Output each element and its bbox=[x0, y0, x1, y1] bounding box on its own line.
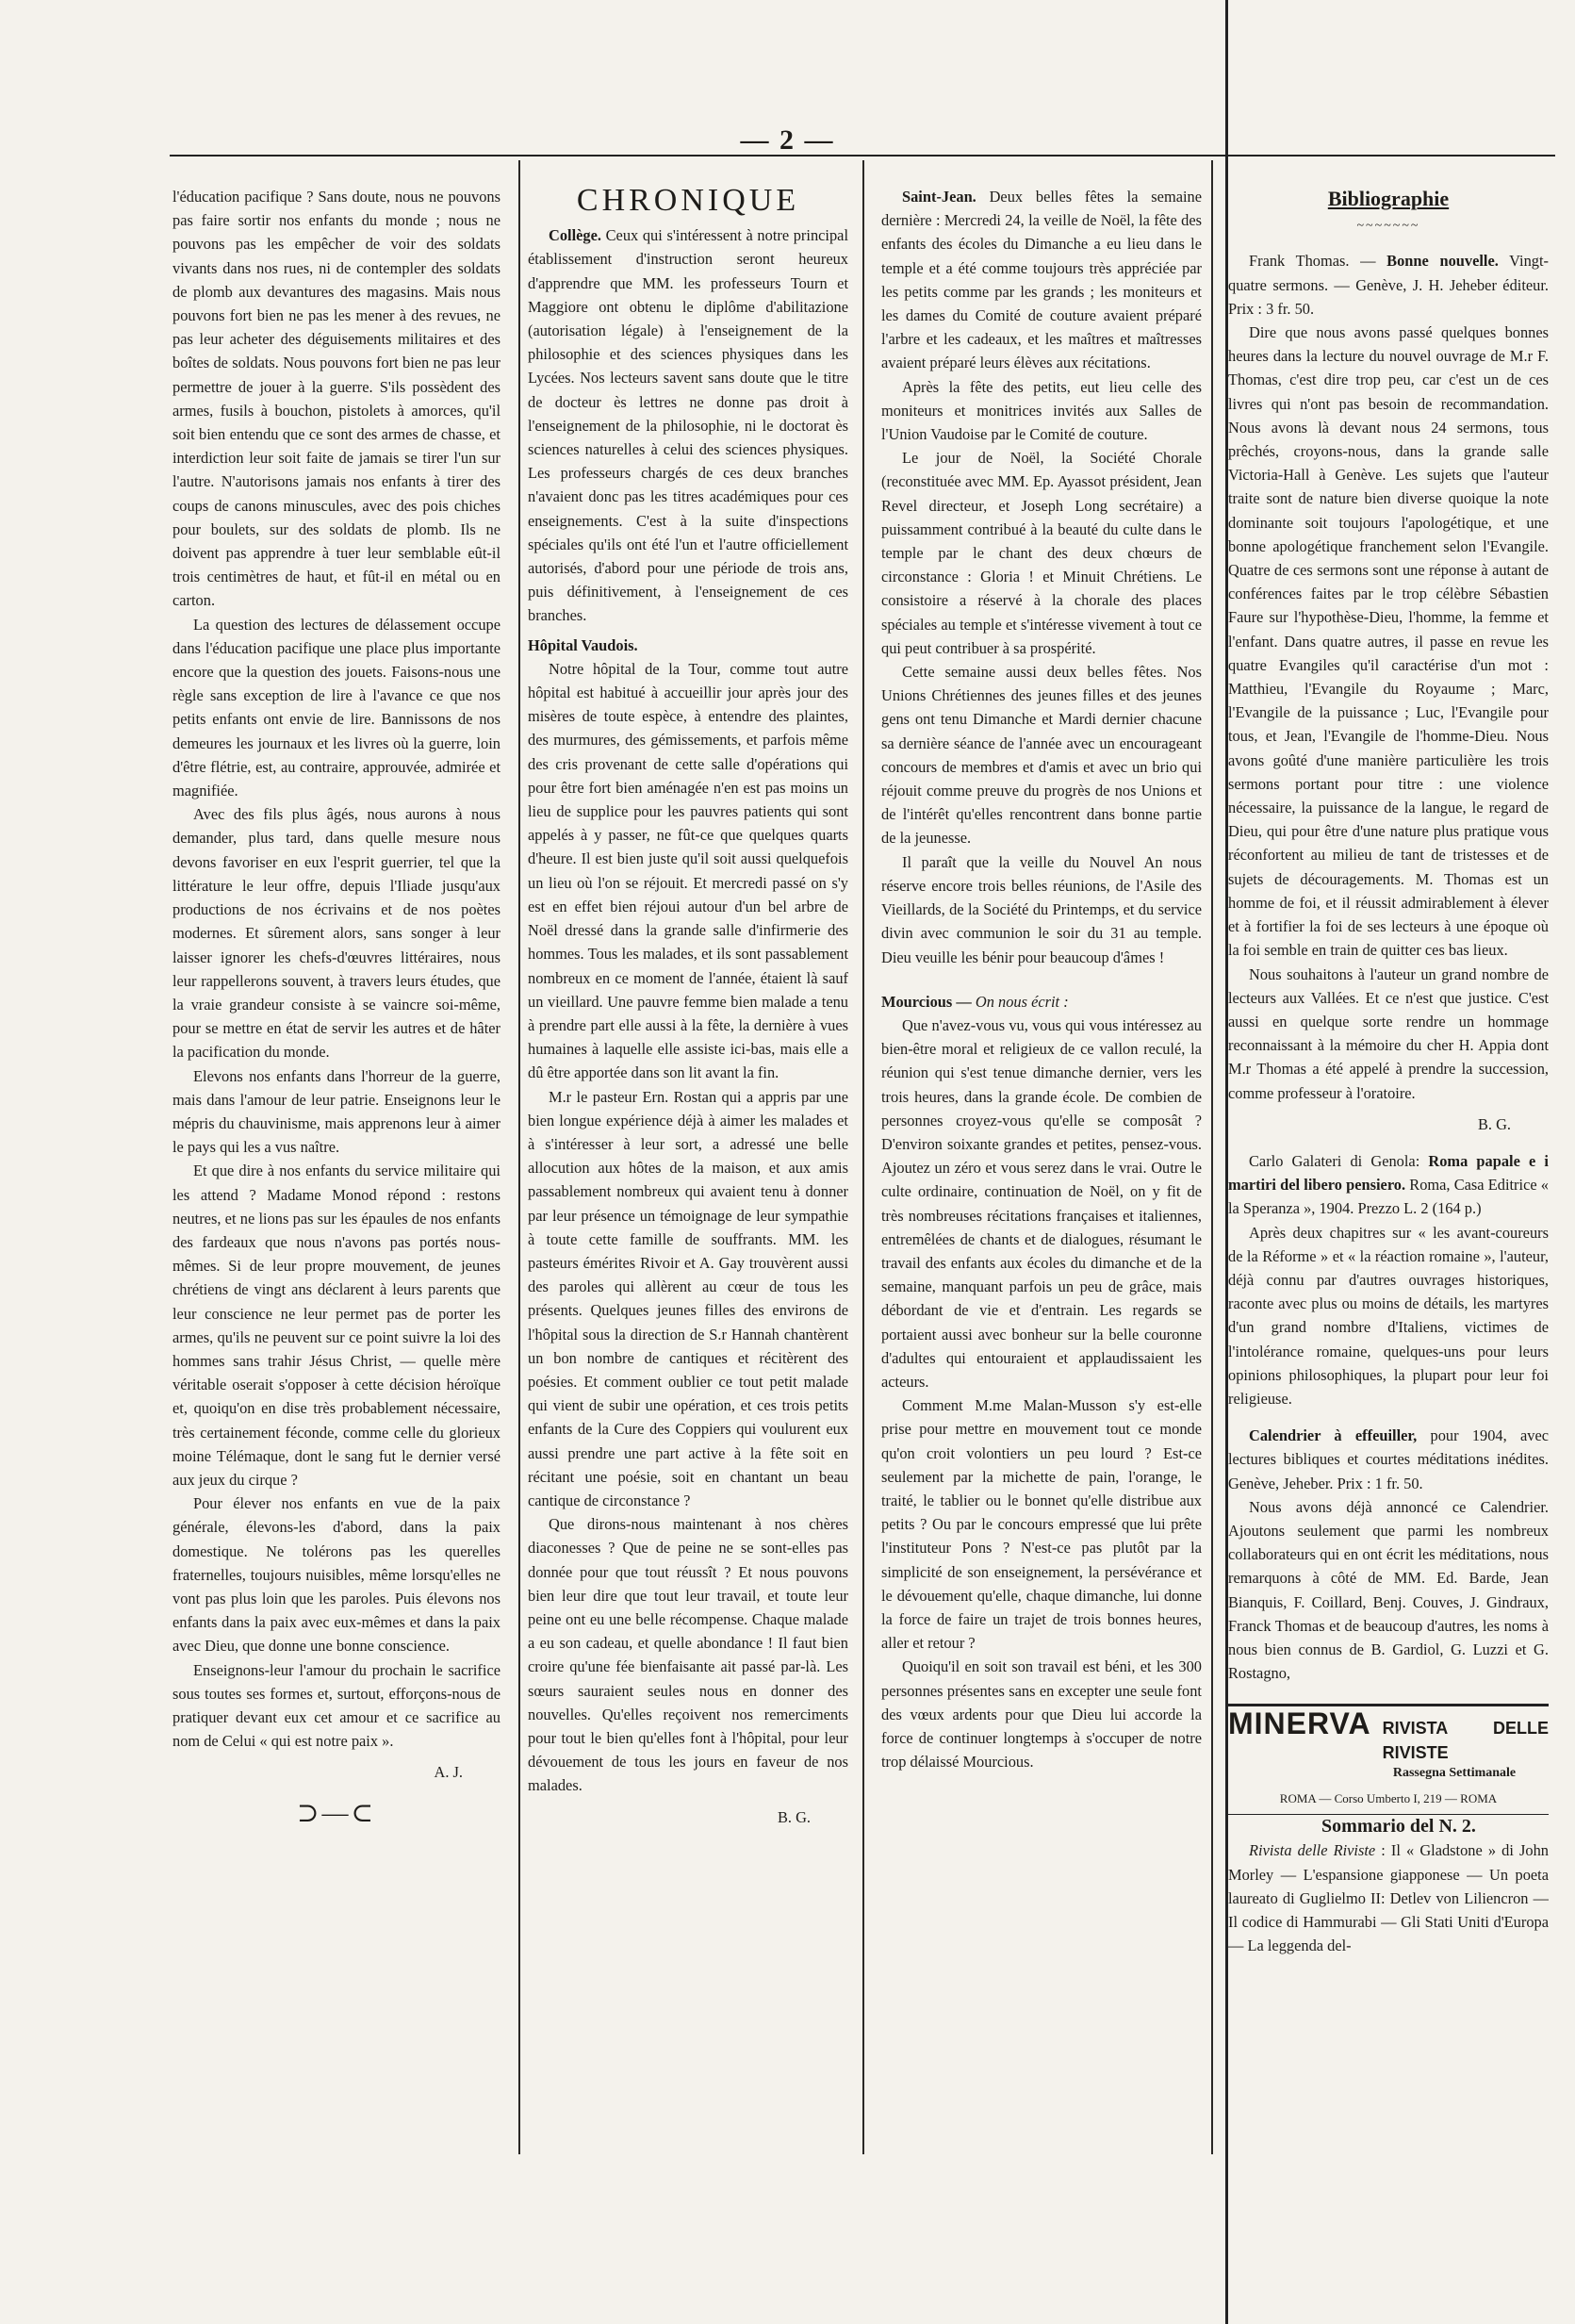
column-4 bbox=[1228, 185, 1549, 2146]
lead-mourcious-italic: On nous écrit : bbox=[971, 992, 1069, 1011]
section-title-bibliographie: Bibliographie bbox=[1327, 187, 1450, 210]
book-author: Frank Thomas. — bbox=[1249, 252, 1387, 271]
paragraph: M.r le pasteur Ern. Rostan qui a appris par une bien longue expérience déjà à aimer les malades et à s'intéresser à leur sort, a adressé une belle allocution aux hôtes de la maison, et aux amis passablement nombreux qui avaient tenu à donner par leur présence un témoignage de leur sympathie à toute cette famille de souffrants. MM. les pasteurs émérites Rivoir et A. Gay trouvèrent aussi des paroles qui allèrent au cœur de tous les présents. Quelques jeunes filles des environs de l'hôpital sous la direction de S.r Hannah chantèrent un bon nombre de cantiques et récitèrent des poésies. Et comment oublier ce tout petit malade qui vient de subir une opération, et ces trois petits enfants de la Cure des Coppiers qui voulurent eux aussi prendre une part active à la fête soit en récitant une poésie, soit en chantant un beau cantique de circonstance ? bbox=[528, 1087, 848, 1509]
column-divider bbox=[862, 160, 864, 2154]
paragraph: Et que dire à nos enfants du service militaire qui les attend ? Madame Monod répond : restons neutres, et ne lions pas sur les épaules de nos enfants des fardeaux que nous n'avons pas portés nous-mêmes. Si de leur propre mouvement, de jeunes chrétiens de vingt ans déclarent à leurs parents que leur conscience ne leur permet pas de porter les armes, qu'ils ne peuvent sur ce point suivre la loi des hommes sans trahir Jésus Christ, — quelle mère véritable oserait s'opposer à cette décision héroïque et, quoiqu'on en dise très probablement nécessaire, très certainement féconde, comme celle du glorieux moine Télémaque, dont le sang fut le dernier versé aux jeux du cirque ? bbox=[172, 1162, 500, 1489]
paragraph: Comment M.me Malan-Musson s'y est-elle prise pour mettre en mouvement tout ce monde qu'on croit volontiers un peu lourd ? Est-ce seulement par la michette de pain, l'orange, le traité, le tablier ou le bonnet qu'elle distribue aux petits ? Ou par le concours empressé que lui prête l'instituteur Pons ? N'est-ce pas plutôt par la simplicité de son enseignement, la persévérance et le dévouement qu'elle, chaque dimanche, lui donne la force de faire un trajet de trois bonnes heures, aller et retour ? bbox=[881, 1396, 1202, 1653]
paragraph bbox=[881, 990, 1202, 1014]
end-ornament: ⊃—⊂ bbox=[297, 1798, 376, 1828]
paragraph: Notre hôpital de la Tour, comme tout autre hôpital est habitué à accueillir jour après jour des misères de toute espèce, à entendre des plaintes, des murmures, des gémissements, et parfois même des cris provenant de cette salle d'opérations qui pour être fort bien aménagée n'en est pas moins un lieu de supplice pour les pauvres patients qui sont appelés à y passer, ne fût-ce que quelques quarts d'heure. Il est bien juste qu'il soit aussi quelquefois un lieu où l'on se réjouit. Et mercredi passé on s'y est en effet bien réjoui autour d'un bel arbre de Noël dressé dans la grande salle d'infirmerie des hommes. Tous les malades, et ils sont passablement nombreux en ce moment de l'année, étaient là sauf un vieillard. Une pauvre femme bien malade a tenu à prendre part elle aussi à la fête, la dernière à vues humaines à laquelle elle assiste ici-bas, mais elle a dû être apportée dans son lit avant la fin. bbox=[528, 659, 848, 1082]
book-details: pour 1904, avec lectures bibliques et courtes méditations inédites. Genève, Jeheber. Prix : 1 fr. 50. bbox=[1228, 1426, 1549, 1492]
paragraph: Enseignons-leur l'amour du prochain le sacrifice sous toutes ses formes et, surtout, efforçons-nous de pratiquer devant eux cet amour et ce sacrifice au nom de Celui « qui est notre paix ». bbox=[172, 1660, 500, 1751]
book-title: Roma papale e i martiri del libero pensiero. bbox=[1228, 1151, 1549, 1195]
paragraph: La question des lectures de délassement occupe dans l'éducation pacifique une place plus importante encore que la question des jouets. Faisons-nous une règle sans exception de lire à l'avance ce que nos petits enfants ont envie de lire. Bannissons de nos demeures les journaux et les livres où la guerre, loin d'être flétrie, est, au contraire, approuvée, admirée et magnifiée. bbox=[172, 615, 500, 800]
paragraph: Nous souhaitons à l'auteur un grand nombre de lecteurs aux Vallées. Et ce n'est que justice. C'est aussi en quelque sorte rendre un hommage reconnaissant à la mémoire du cher H. Appia dont M.r Thomas a été appelé à prendre la succession, comme professeur à l'oratoire. bbox=[1228, 964, 1549, 1102]
sommario-contents: : Il « Gladstone » di John Morley — L'espansione giapponese — Un poeta laureato di Guglielmo II: Detlev von Liliencron — Il codice di Hammurabi — Gli Stati Uniti d'Europa — La leggenda del- bbox=[1228, 1841, 1549, 1955]
paragraph: Nous avons déjà annoncé ce Calendrier. Ajoutons seulement que parmi les nombreux collaborateurs qui en ont écrit les méditations, nous remarquons à côté de MM. Ed. Barde, Jean Bianquis, F. Coillard, Benj. Couves, J. Gindraux, Franck Thomas et de beaucoup d'autres, les noms à nous bien connus de B. Gardiol, G. Luzzi et G. Rostagno, bbox=[1228, 1497, 1549, 1683]
paragraph: Pour élever nos enfants en vue de la paix générale, élevons-les d'abord, dans la paix domestique. Ne tolérons pas les querelles fraternelles, toujours nuisibles, même lorsqu'elles ne vont pas plus loin que les paroles. Puis élevons nos enfants dans la paix avec eux-mêmes et dans la paix avec Dieu, que donne une bonne conscience. bbox=[172, 1494, 500, 1656]
paragraph: Cette semaine aussi deux belles fêtes. Nos Unions Chrétiennes des jeunes filles et des jeunes gens ont tenu Dimanche et Mardi dernier chacune sa dernière séance de l'année avec un encourageant concours de membres et d'amis et avec un brio qui réjouit comme preuve du progrès de nos Unions et de l'intérêt qu'elles rencontrent dans bonne partie de la jeunesse. bbox=[881, 663, 1202, 848]
book-title: Bonne nouvelle. bbox=[1386, 252, 1499, 271]
article-body bbox=[172, 185, 500, 1753]
minerva-title bbox=[1228, 1706, 1549, 1764]
minerva-name: MINERVA bbox=[1228, 1706, 1371, 1741]
lead-mourcious: Mourcious — bbox=[881, 992, 972, 1011]
paragraph-text: Ceux qui s'intéressent à notre principal établissement d'instruction seront heureux d'apprendre que MM. les professeurs Tourn et Maggiore ont obtenu le diplôme d'abilitazione (autorisation légale) à l'enseignement de la philosophie et des sciences physiques dans les Lycées. Nos lecteurs savent sans doute que le titre de docteur ès lettres ne donne pas droit à l'enseignement de la philosophie, ni le doctorat ès sciences naturelles à celui des sciences physiques. Les professeurs chargés de ces deux branches n'avaient donc pas les titres académiques pour ces enseignements. C'est à la suite d'inspections spéciales qu'ils ont été l'un et l'autre officiellement autorisés, d'abord pour une période de trois ans, puis définitivement, à l'enseignement de ces branches. bbox=[528, 226, 848, 625]
article-body bbox=[881, 375, 1202, 969]
paragraph: Après deux chapitres sur « les avant-coureurs de la Réforme » et « la réaction romaine », l'auteur, déjà connu par d'autres ouvrages historiques, raconte avec plus ou moins de détails, les martyres d'un grand nombre d'Italiens, victimes de l'intolérance romaine, quelques-uns pour leurs opinions philosophiques, la plupart pour leur foi religieuse. bbox=[1228, 1223, 1549, 1408]
signature: B. G. bbox=[1477, 1114, 1511, 1133]
paragraph: Dire que nous avons passé quelques bonnes heures dans la lecture du nouvel ouvrage de M.r F. Thomas, c'est dire trop peu, car c'est un de ces livres qui n'ont pas besoin de recommandation. Nous avons là devant nous 24 sermons, tous prêchés, croyons-nous, dans la grande salle Victoria-Hall à Genève. Les sujets que l'auteur traite sont de nature bien diverse quoique la note dominante soit toujours l'apologétique, et une bonne apologétique franchement selon l'Evangile. Quatre de ces sermons sont une réponse à autant de conférences faites par le trop célèbre Sébastien Faure sur l'hypothèse-Dieu, l'homme, la femme et l'enfant. Dans quatre autres, il passe en revue les quatre Evangiles qu'il caractérise d'un mot : Matthieu, l'Evangile du Royaume ; Marc, l'Evangile de la puissance ; Luc, l'Evangile pour tous, et Jean, l'Evangile de l'homme-Dieu. Nous avons goûté d'une manière particulière les trois sermons portant pour titre : une violence nécessaire, la puissance de la langue, le regard de Dieu, qui pour être d'une nature plus pratique vous réconfortent au milieu de tant de tristesses et de sujets de découragements. M. Thomas est un homme de foi, et il réussit admirablement à élever et à fortifier la foi de ses lecteurs à une époque où la foi semble en train de quitter ces bas lieux. bbox=[1228, 323, 1549, 960]
section-title-chronique: CHRONIQUE bbox=[576, 185, 800, 218]
paragraph: l'éducation pacifique ? Sans doute, nous ne pouvons pas faire sortir nos enfants du monde ; nous ne pouvons pas les empêcher de voir des soldats vivants dans nos rues, ni de contempler des soldats de plomb aux devantures des magasins. Mais nous pouvons fort bien ne pas les mener à des revues, ne pas leur acheter des déguisements militaires et des boîtes de soldats. Nous pouvons fort bien ne pas leur permettre de jouer à la guerre. S'ils possèdent des armes, fusils à bouchon, pistolets à amorces, qu'il soit bien entendu que ce sont des armes de chasse, et interdiction leur soit faite de jamais se tirer l'un sur l'autre. N'autorisons jamais nos enfants à tirer des coups de canons minuscules, avec des pois chiches pour boulets, sur des soldats de plomb. Ils ne doivent pas apprendre à tuer leur semblable eût-il trois centimètres de haut, et fût-il en métal ou en carton. bbox=[172, 188, 500, 610]
title-ornament: ~~~~~~~ bbox=[1356, 219, 1420, 234]
book-details: Vingt-quatre sermons. — Genève, J. H. Jeheber éditeur. Prix : 3 fr. 50. bbox=[1228, 252, 1549, 318]
paragraph: Après la fête des petits, eut lieu celle des moniteurs et monitrices invités aux Salles de l'Union Vaudoise par le Comité de couture. bbox=[881, 377, 1202, 444]
paragraph: Avec des fils plus âgés, nous aurons à nous demander, plus tard, dans quelle mesure nous devons favoriser en eux l'esprit guerrier, tel que la littérature le leur offre, depuis l'Iliade jusqu'aux productions de nos écrivains et de nos poètes modernes. Et sûrement alors, sans songer à leur laisser ignorer les chefs-d'œuvres littéraires, nous leur rappellerons souvent, à travers leurs études, que la vraie grandeur consiste à se vaincre soi-même, pour se mettre en état de servir les autres et de hâter la pacification du monde. bbox=[172, 805, 500, 1062]
signature: A. J. bbox=[434, 1763, 463, 1782]
column-divider bbox=[1211, 160, 1213, 2154]
page-number: — 2 — bbox=[740, 124, 835, 156]
review-body bbox=[1228, 321, 1549, 1105]
book-entry bbox=[1228, 1149, 1549, 1221]
book-entry bbox=[1228, 249, 1549, 321]
minerva-tagline: Rassegna Settimanale bbox=[1392, 1765, 1517, 1780]
column-2 bbox=[528, 185, 848, 2146]
book-author: Carlo Galateri di Genola: bbox=[1249, 1151, 1429, 1170]
column-1 bbox=[172, 185, 500, 2146]
paragraph: Elevons nos enfants dans l'horreur de la guerre, mais dans l'amour de leur patrie. Enseignons leur le mépris du chauvinisme, mais apprenons leur à aimer le pays qui les a vus naître. bbox=[172, 1066, 500, 1157]
paragraph: Que n'avez-vous vu, vous qui vous intéressez au bien-être moral et religieux de ce vallon reculé, la réunion qui s'est tenue dimanche dernier, vers les trois heures, dans la grande école. De combien de personnes croyez-vous qu'elle se composât ? D'environ soixante grandes et petites, pensez-vous. Ajoutez un zéro et vous serez dans le vrai. Outre le culte ordinaire, continuation de Noël, on y fit de très nombreuses récitations françaises et italiennes, entremêlées de chants et de dialogues, résumant le travail des enfants aux écoles du dimanche et de la semaine, manquant parfois un peu de grâce, mais débordant de vie et d'entrain. Les regards se portaient aussi avec bonheur sur la belle couronne d'adultes qui entouraient et applaudissaient les acteurs. bbox=[881, 1015, 1202, 1391]
book-entry bbox=[1228, 1424, 1549, 1495]
column-3 bbox=[881, 185, 1202, 2146]
book-title: Calendrier à effeuiller, bbox=[1249, 1426, 1418, 1445]
signature: B. G. bbox=[777, 1807, 811, 1826]
minerva-subtitle: RIVISTA DELLE RIVISTE bbox=[1382, 1719, 1549, 1762]
lead-college: Collège. bbox=[549, 226, 601, 245]
article-body bbox=[881, 1014, 1202, 1774]
lead-saint-jean: Saint-Jean. bbox=[902, 188, 976, 206]
paragraph: Le jour de Noël, la Société Chorale (reconstituée avec MM. Ep. Ayassot président, Jean Revel directeur, et Joseph Long secrétaire) a puissamment contribué à la beauté du culte dans le temple par le chant des deux chœurs de circonstance : Gloria ! et Minuit Chrétiens. Le consistoire a réservé à la chorale des places spéciales au temple et s'intéresse vivement à tout ce qui peut contribuer à sa prospérité. bbox=[881, 449, 1202, 657]
sommario-text bbox=[1228, 1838, 1549, 1957]
header-rule bbox=[170, 155, 1555, 157]
subtitle-hopital: Hôpital Vaudois. bbox=[528, 635, 638, 654]
paragraph bbox=[881, 185, 1202, 375]
paragraph: Quoiqu'il en soit son travail est béni, et les 300 personnes présentes sans en excepter une seule font des vœux ardents pour que Dieu lui accorde la force de continuer longtemps à s'occuper de notre trop délaissé Mourcious. bbox=[881, 1657, 1202, 1772]
minerva-address: ROMA — Corso Umberto I, 219 — ROMA bbox=[1279, 1791, 1498, 1805]
sommario-label: Rivista delle Riviste bbox=[1249, 1841, 1376, 1860]
paragraph: Que dirons-nous maintenant à nos chères diaconesses ? Que de peine ne se sont-elles pas donnée pour que tout réussît ? Et nous pouvons bien leur dire que tout leur travail, et toute leur peine ont eu une belle récompense. Chaque malade a eu son cadeau, et quelle abondance ! Il faut bien croire qu'une fée bienfaisante ait passé par-là. Les sœurs sauraient seules nous en donner des nouvelles. Qu'elles reçoivent nos remerciments pour tout le bien qu'elles font à l'hôpital, pour leur dévouement de tous les jours en faveur de nos malades. bbox=[528, 1515, 848, 1795]
book-details: Roma, Casa Editrice « la Speranza », 1904. Prezzo L. 2 (164 p.) bbox=[1228, 1176, 1549, 1218]
paragraph: Il paraît que la veille du Nouvel An nous réserve encore trois belles réunions, de l'Asile des Vieillards, de la Société du Printemps, et du service divin avec communion le soir du 31 au temple. Dieu veuille les bénir pour beaucoup d'âmes ! bbox=[881, 852, 1202, 966]
paragraph-text: Deux belles fêtes la semaine dernière : Mercredi 24, la veille de Noël, la fête des enfants des écoles du Dimanche a eu lieu dans le temple et a été comme toujours très appréciée par les petits comme par les grands ; les moniteurs et les dames du Comité de couture avaient préparé l'arbre et les cadeaux, et les maîtres et maîtresses avaient préparé leurs élèves aux récitations. bbox=[881, 188, 1202, 372]
sommario-title: Sommario del N. 2. bbox=[1321, 1816, 1476, 1838]
column-divider bbox=[518, 160, 520, 2154]
paragraph bbox=[528, 223, 848, 627]
minerva-advert bbox=[1228, 1704, 1549, 1815]
article-body bbox=[528, 657, 848, 1798]
